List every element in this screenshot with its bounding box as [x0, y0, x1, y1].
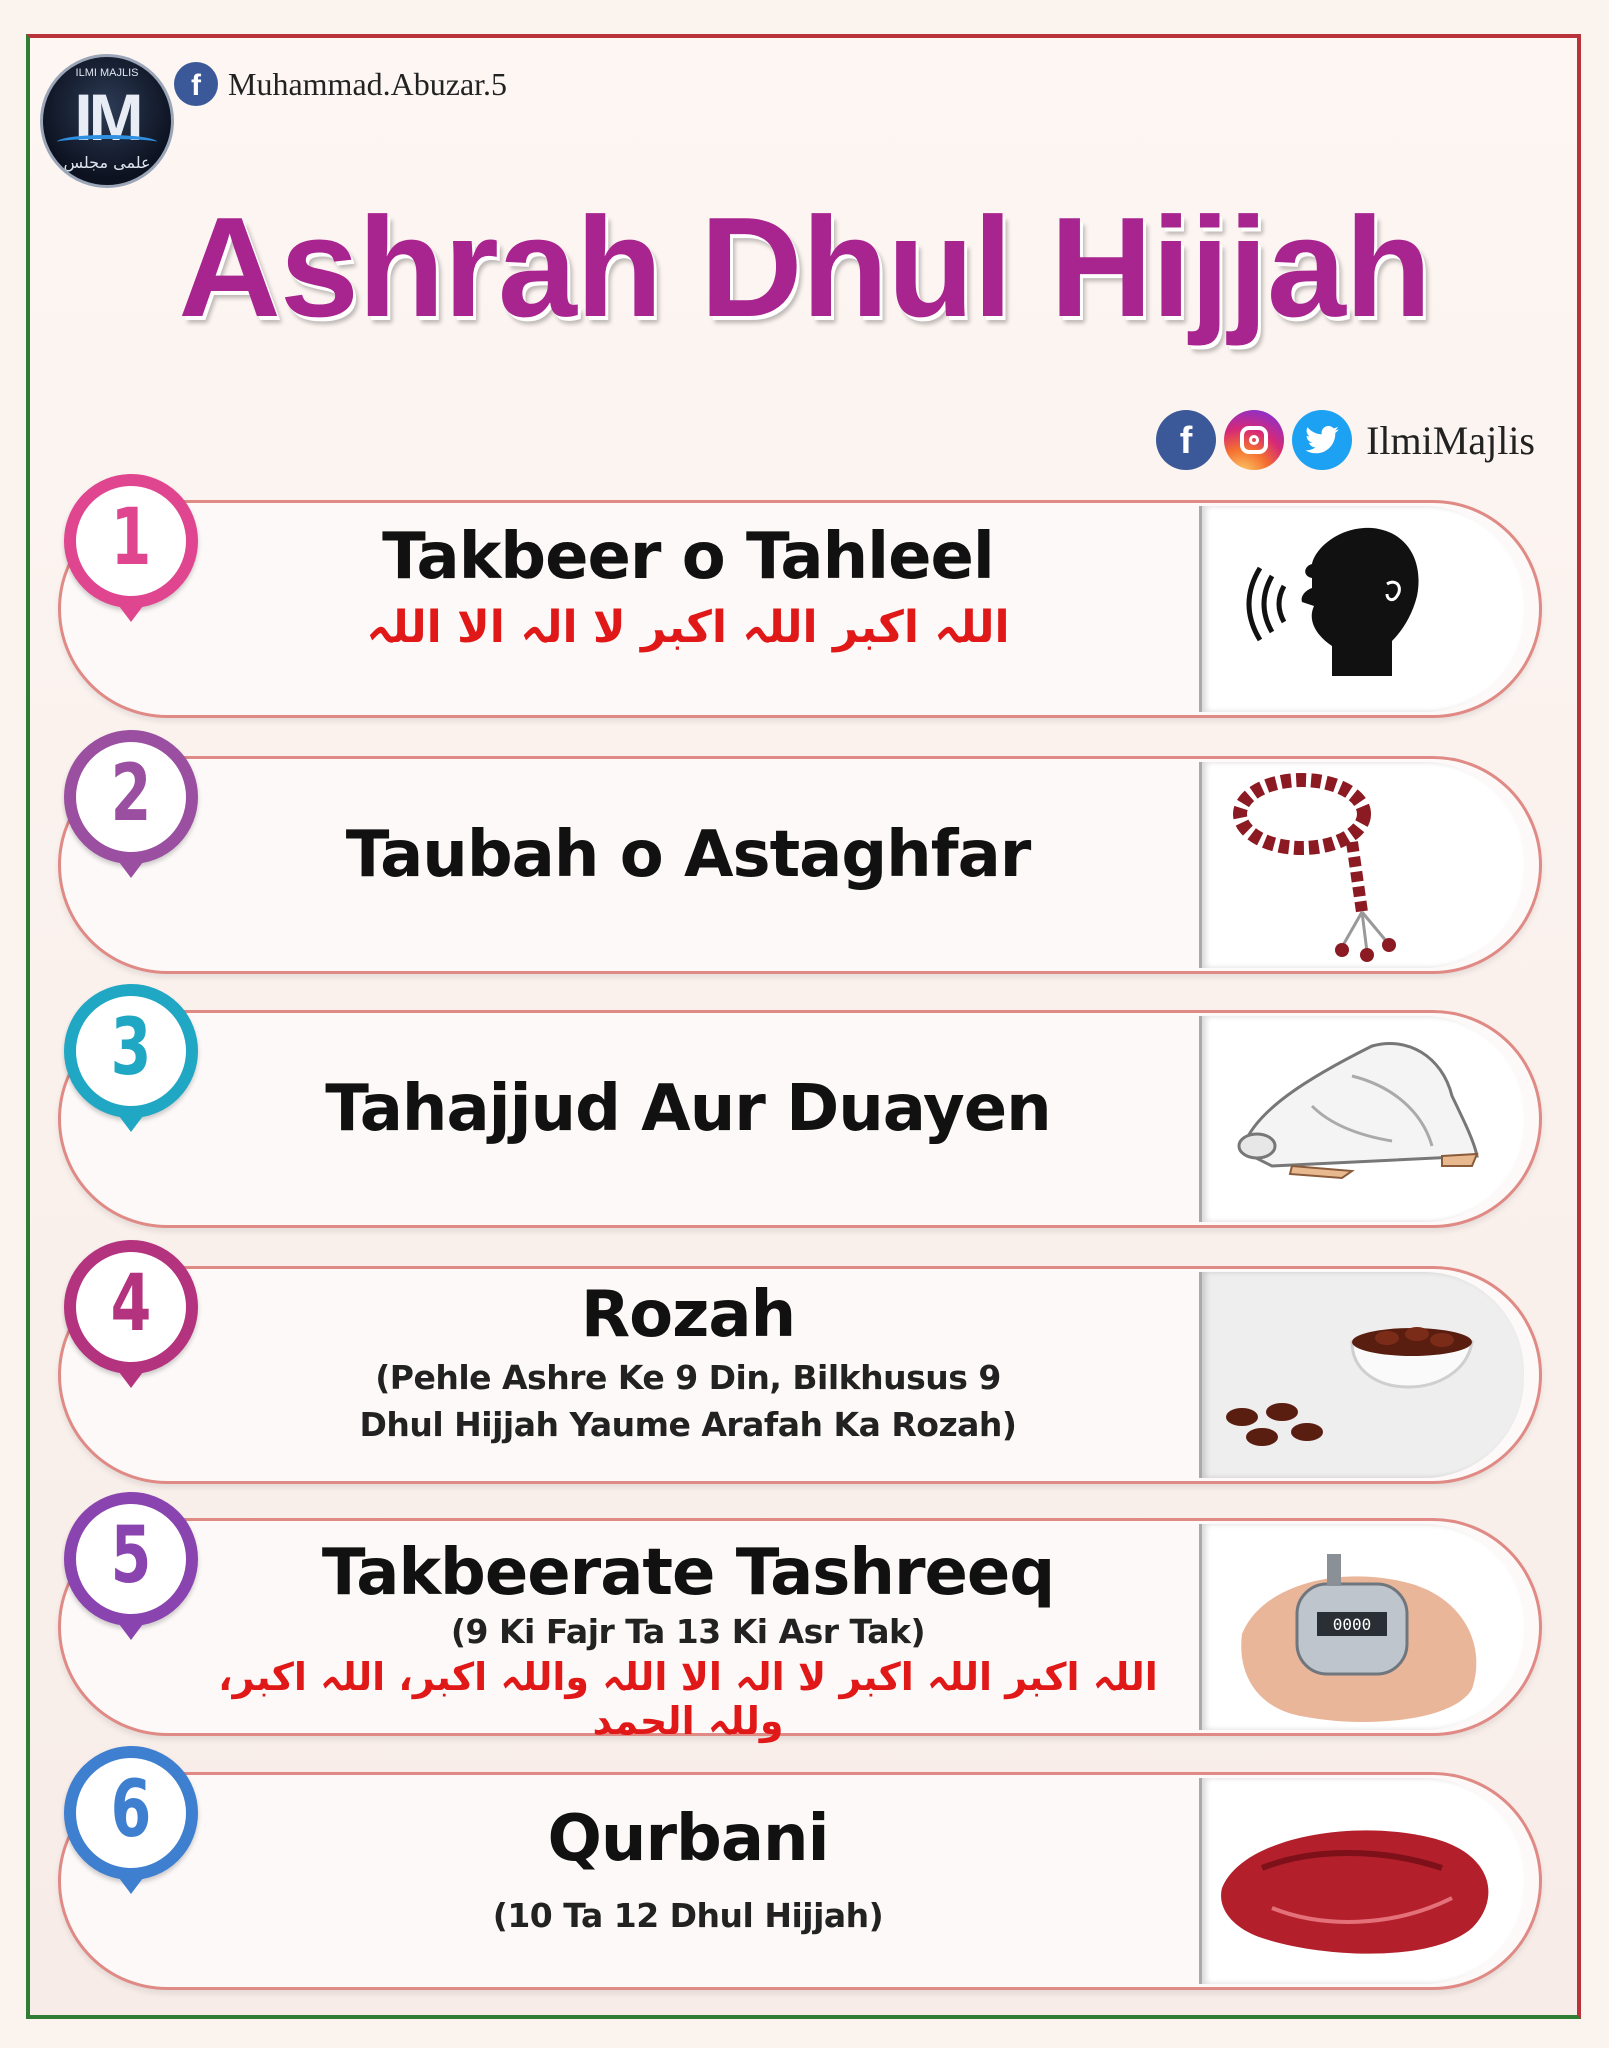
- item-subtitle-line-2: Dhul Hijjah Yaume Arafah Ka Rozah): [359, 1405, 1017, 1444]
- number-marker: [64, 730, 198, 900]
- facebook-icon[interactable]: f: [1156, 410, 1216, 470]
- list-item-5: [58, 1511, 1542, 1743]
- item-title: Qurbani: [547, 1802, 829, 1876]
- item-subtitle-line-1: (Pehle Ashre Ke 9 Din, Bilkhusus 9: [375, 1358, 1001, 1397]
- item-arabic-text: اللہ اکبر اللہ اکبر لا الہ الا اللہ واللہ اکبر، اللہ اکبر، وللہ الحمد: [218, 1655, 1158, 1743]
- list-item-4: [58, 1259, 1542, 1484]
- item-subtitle: (10 Ta 12 Dhul Hijjah): [492, 1896, 884, 1935]
- number-marker: [64, 474, 198, 644]
- list-item-2: [58, 749, 1542, 974]
- logo-letters: IM: [74, 80, 140, 154]
- speaking-head-icon: [1199, 506, 1524, 712]
- ilmi-majlis-logo: [40, 54, 174, 188]
- logo-top-text: ILMI MAJLIS: [75, 67, 139, 79]
- tally-counter-icon: [1199, 1524, 1524, 1730]
- item-number: 6: [110, 1765, 152, 1855]
- logo-bottom-text: علمی مجلس: [63, 153, 151, 172]
- item-number: 4: [110, 1259, 152, 1349]
- item-number: 3: [110, 1003, 152, 1093]
- facebook-handle-row[interactable]: [174, 62, 507, 106]
- item-arabic-text: اللہ اکبر اللہ اکبر لا الہ الا اللہ: [366, 602, 1010, 653]
- facebook-handle: Muhammad.Abuzar.5: [228, 65, 508, 102]
- social-links[interactable]: [1156, 410, 1535, 470]
- prostration-icon: [1199, 1016, 1524, 1222]
- prayer-beads-icon: [1199, 762, 1524, 968]
- list-item-6: [58, 1765, 1542, 1990]
- list-item-1: [58, 493, 1542, 718]
- number-marker: [64, 1492, 198, 1662]
- logo-swoosh: [57, 135, 157, 149]
- number-marker: [64, 984, 198, 1154]
- twitter-icon[interactable]: [1292, 410, 1352, 470]
- dates-bowl-icon: [1199, 1272, 1524, 1478]
- meat-icon: [1199, 1778, 1524, 1984]
- item-title: Taubah o Astaghfar: [345, 818, 1031, 892]
- list-item-3: [58, 1003, 1542, 1228]
- instagram-icon[interactable]: [1224, 410, 1284, 470]
- item-subtitle: (9 Ki Fajr Ta 13 Ki Asr Tak): [450, 1612, 926, 1651]
- item-title: Rozah: [580, 1278, 796, 1352]
- social-handle: IlmiMajlis: [1366, 417, 1535, 463]
- number-marker: [64, 1240, 198, 1410]
- item-number: 2: [110, 749, 152, 839]
- number-marker: [64, 1746, 198, 1916]
- page-title: Ashrah Dhul Hijjah: [178, 188, 1431, 347]
- svg-text:0000: 0000: [1332, 1615, 1372, 1634]
- item-title: Tahajjud Aur Duayen: [325, 1072, 1051, 1146]
- item-number: 1: [110, 493, 152, 583]
- item-title: Takbeerate Tashreeq: [321, 1536, 1055, 1610]
- item-title: Takbeer o Tahleel: [382, 520, 994, 594]
- item-number: 5: [110, 1511, 152, 1601]
- facebook-icon: f: [174, 62, 218, 106]
